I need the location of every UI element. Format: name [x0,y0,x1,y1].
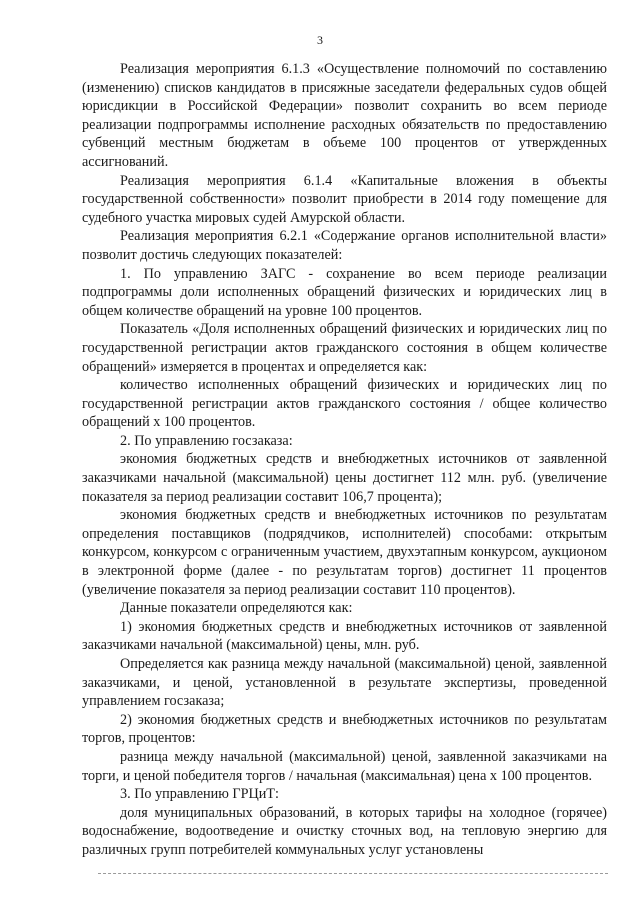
document-body [82,60,607,860]
paragraph-grcit-heading: 3. По управлению ГРЦиТ: [120,786,279,803]
paragraph-indicators-defined: Данные показатели определяются как: [120,600,353,617]
paragraph-formula-zags: количество исполненных обращений физических и юридических лиц по государственной регистрации актов гражданского состояния / общее количество обращений х 100 процентов. [82,377,607,431]
footer-divider [98,873,608,874]
paragraph-economy-price: экономия бюджетных средств и внебюджетных источников от заявленной заказчиками начальной (максимальной) цены достигнет 112 млн. руб. (увеличение показателя за период реализации составит 106,7 процента); [82,451,607,505]
paragraph-grcit-share: доля муниципальных образований, в которых тарифы на холодное (горячее) водоснабжение, водоотведение и очистку сточных вод, на тепловую энергию для различных групп потребителей коммунальных услуг установлены [82,804,607,858]
paragraph-indicator-definition: Показатель «Доля исполненных обращений физических и юридических лиц по государственной регистрации актов гражданского состояния в общем количестве обращений» измеряется в процентах и определяется как: [82,321,607,375]
paragraph-economy-tenders: экономия бюджетных средств и внебюджетных источников по результатам определения поставщиков (подрядчиков, исполнителей) способами: открытым конкурсом, конкурсом с ограниченным участием, двухэтапным конкурсом, аукционом в электронной форме (далее - по результатам торгов) достигнет 11 процентов (увеличение показателя за период реализации составит 110 процентов). [82,507,607,598]
page-number: 3 [317,33,323,47]
paragraph-goszakaz-heading: 2. По управлению госзаказа: [120,432,293,449]
paragraph-measure-6-2-1: Реализация мероприятия 6.2.1 «Содержание органов исполнительной власти» позволит достичь следующих показателей: [82,228,607,263]
paragraph-indicator-1: 1) экономия бюджетных средств и внебюджетных источников от заявленной заказчиками начальной (максимальной) цены, млн. руб. [82,618,607,654]
paragraph-measure-6-1-4: Реализация мероприятия 6.1.4 «Капитальные вложения в объекты государственной собственности» позволит приобрести в 2014 году помещение для судебного участка мировых судей Амурской области. [82,172,607,226]
paragraph-measure-6-1-3: Реализация мероприятия 6.1.3 «Осуществление полномочий по составлению (изменению) списков кандидатов в присяжные заседатели федеральных судов общей юрисдикции в Российской Федерации» позволит сохранить во всем периоде реализации подпрограммы исполнение расходных обязательств по предоставлению субвенций местным бюджетам в объеме 100 процентов от утвержденных ассигнований. [82,61,607,170]
paragraph-indicator-2: 2) экономия бюджетных средств и внебюджетных источников по результатам торгов, процентов: [82,711,607,747]
paragraph-formula-tenders: разница между начальной (максимальной) ценой, заявленной заказчиками на торги, и ценой победителя торгов / начальная (максимальная) цена х 100 процентов. [82,748,607,784]
paragraph-zags: 1. По управлению ЗАГС - сохранение во всем периоде реализации подпрограммы доли исполненных обращений физических и юридических лиц в общем количестве обращений на уровне 100 процентов. [82,265,607,319]
paragraph-indicator-1-definition: Определяется как разница между начальной (максимальной) ценой, заявленной заказчиками, и ценой, установленной в результате экспертизы, проведенной управлением госзаказа; [82,656,607,710]
